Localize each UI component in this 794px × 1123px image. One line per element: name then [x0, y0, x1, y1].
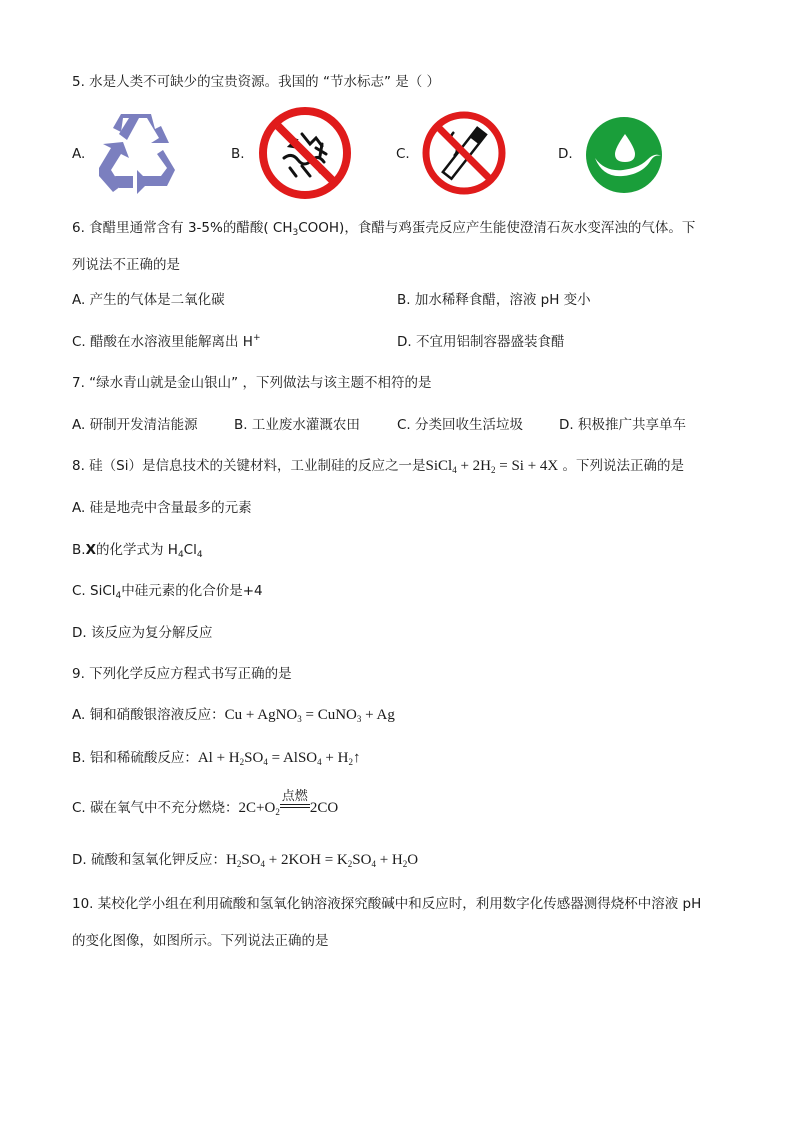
q8-option-d: D. 该反应为复分解反应: [72, 625, 213, 641]
q5-option-a-label: A.: [72, 146, 86, 162]
q6-stem: 6. 食醋里通常含有 3-5%的醋酸( $CH_3COOH$)，食醋与鸡蛋壳反应产生能使澄清石灰水变浑浊的气体。下: [72, 220, 696, 238]
q5-option-b-label: B.: [231, 146, 245, 162]
no-smoking-icon: [420, 110, 508, 196]
q5-option-d-label: D.: [558, 146, 573, 162]
q10-stem: 10. 某校化学小组在利用硫酸和氢氧化钠溶液探究酸碱中和反应时，利用数字化传感器测得烧杯中溶液 pH: [72, 896, 702, 912]
recycle-icon: [93, 110, 189, 196]
q8-option-b: B.X的化学式为 $H_4Cl_4$: [72, 542, 203, 560]
q6-option-a: A. 产生的气体是二氧化碳: [72, 292, 225, 308]
q9-option-b: B. 铝和稀硫酸反应：$Al + H_2SO_4$ = AlSO$_4$ + $H_2↑$: [72, 750, 361, 767]
q10-stem-line2: 的变化图像，如图所示。下列说法正确的是: [72, 933, 329, 949]
q8-option-c: C. SiCl$_4$中硅元素的化合价是+4: [72, 583, 263, 601]
q8-option-a: A. 硅是地壳中含量最多的元素: [72, 500, 252, 516]
q6-option-d: D. 不宜用铝制容器盛装食醋: [397, 334, 565, 350]
reaction-condition: 点燃: [280, 789, 310, 808]
q7-option-b: B. 工业废水灌溉农田: [234, 417, 360, 433]
q8-stem: 8. 硅（Si）是信息技术的关键材料，工业制硅的反应之一是SiCl$_4$ + $2H_2 = Si + 4X$ 。下列说法正确的是: [72, 458, 685, 475]
q6-option-b: B. 加水稀释食醋，溶液 pH 变小: [397, 292, 591, 308]
no-littering-icon: [256, 106, 354, 200]
q7-option-a: A. 研制开发清洁能源: [72, 417, 198, 433]
q9-option-d: D. 硫酸和氢氧化钾反应：$H_2SO_4 + 2KOH = K_2SO_4 + H_2O$: [72, 852, 419, 869]
q7-option-d: D. 积极推广共享单车: [559, 417, 686, 433]
q9-option-c: C. 碳在氧气中不充分燃烧：$2C+O_2$ 点燃 2CO: [72, 788, 339, 817]
q8-equation: SiCl$_4$ + $2H_2 = Si + 4X$: [425, 458, 559, 475]
q9-option-a: A. 铜和硝酸银溶液反应：Cu + AgNO$_3$ = CuNO$_3$ + Ag: [72, 707, 395, 724]
water-saving-icon: [585, 116, 663, 194]
q6-option-c: C. 醋酸在水溶液里能解离出 H+: [72, 333, 261, 350]
q5-stem: 5. 水是人类不可缺少的宝贵资源。我国的 “节水标志” 是（ ）: [72, 74, 441, 90]
q7-option-c: C. 分类回收生活垃圾: [397, 417, 524, 433]
q6-stem-line2: 列说法不正确的是: [72, 257, 180, 273]
q7-stem: 7. “绿水青山就是金山银山” ，下列做法与该主题不相符的是: [72, 375, 432, 391]
q9-stem: 9. 下列化学反应方程式书写正确的是: [72, 666, 292, 682]
q5-option-c-label: C.: [396, 146, 410, 162]
